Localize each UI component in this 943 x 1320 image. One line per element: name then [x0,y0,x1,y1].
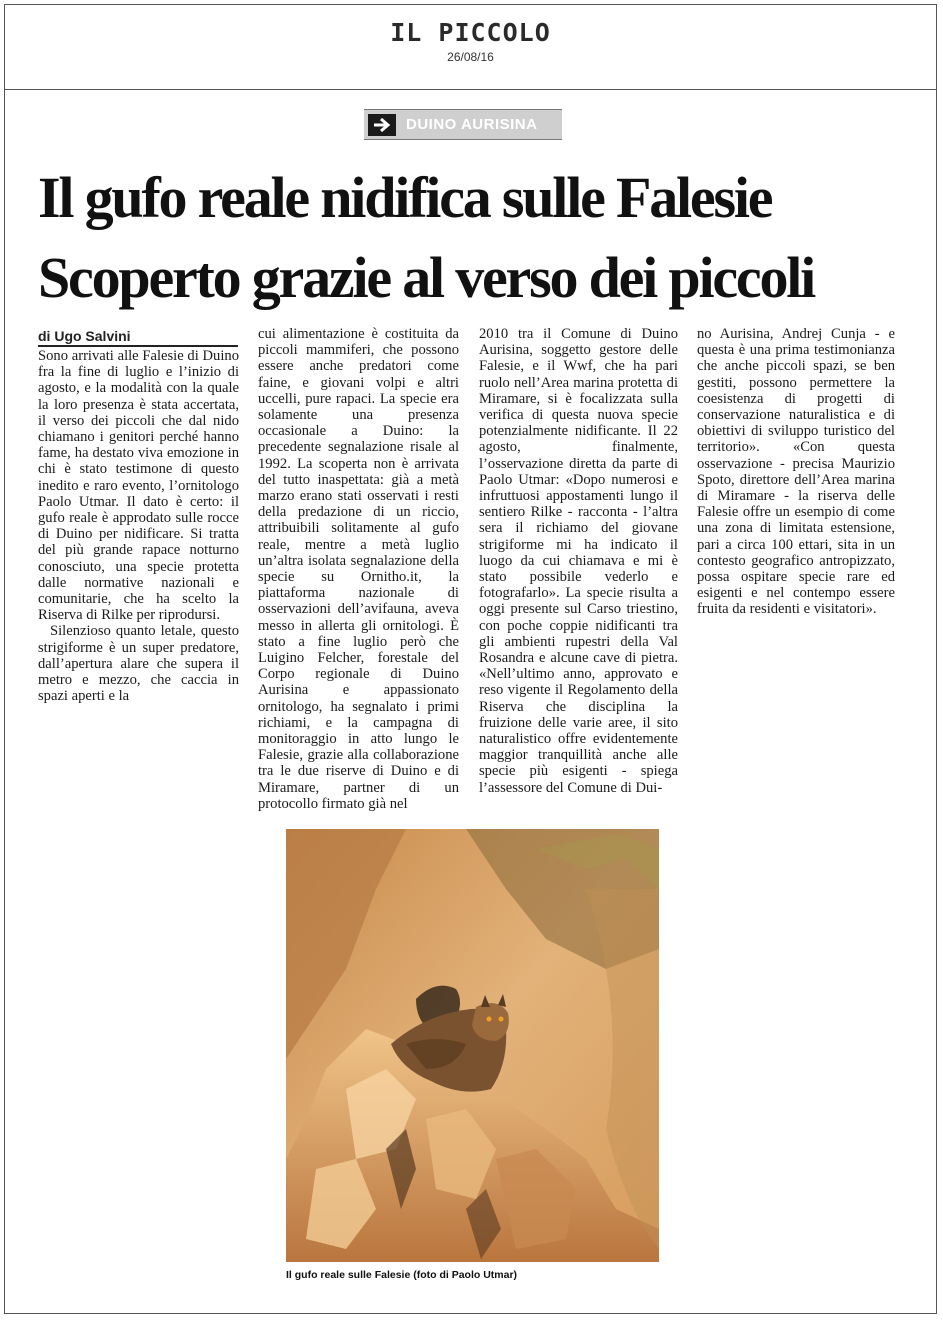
paragraph: Sono arrivati alle Falesie di Duino fra la fine di luglio e l’inizio di agosto, e la modalità con la quale la loro presenza è stata accertata, il verso dei piccoli che dal nido chiamano i genitori perché hanno fame, ha destato viva emozione in chi è stato testimone di questo inedito e raro evento, l’ornitologo Paolo Utmar. Il dato è certo: il gufo reale è approdato sulle rocce di Duino per nidificare. Si tratta del più grande rapace notturno conosciuto, una specie protetta dalle normative nazionali e comunitarie, che ha scelto la Riserva di Rilke per riprodursi. [38,348,239,624]
article-column-1 [38,348,239,704]
publication-date: 26/08/16 [447,50,494,64]
headline-main: Il gufo reale nidifica sulle Falesie [38,165,772,230]
owl-photo [286,829,659,1262]
article-column-4 [697,326,895,618]
paragraph: no Aurisina, Andrej Cunja - e questa è una prima testimonianza che anche piccoli spazi, se ben gestiti, possono permettere la coesistenza di progetti di conservazione naturalistica e di obiettivi di sviluppo turistico del territorio». «Con questa osservazione - precisa Maurizio Spoto, direttore dell’Area marina di Miramare - la riserva delle Falesie offre un esempio di come una zona di limitata estensione, pari a circa 100 ettari, sita in un contesto geografico antropizzato, possa ospitare specie rare ed esigenti e nel contempo essere fruita da residenti e visitatori». [697,326,895,618]
masthead-header [4,4,937,90]
section-kicker [364,109,562,140]
arrow-right-icon [368,114,396,136]
paragraph: cui alimentazione è costituita da piccoli mammiferi, che possono essere anche predatori come faine, e giovani volpi e altri uccelli, pure rapaci. La specie era solamente una presenza occasionale a Duino: la precedente segnalazione risale al 1992. La scoperta non è arrivata del tutto inaspettata: già a metà marzo erano stati osservati i resti della predazione di un riccio, attribuibili solitamente al gufo reale, mentre a metà luglio un’altra isolata segnalazione della specie su Ornitho.it, la piattaforma nazionale di osservazioni dell’avifauna, aveva messo in allerta gli ornitologi. È stato a fine luglio però che Luigino Felcher, forestale del Corpo regionale di Duino Aurisina e appassionato ornitologo, ha segnalato i primi richiami, e la campagna di monitoraggio in atto lungo le Falesie, grazie alla collaborazione tra le due riserve di Duino e di Miramare, partner di un protocollo firmato già nel [258,326,459,812]
photo-caption: Il gufo reale sulle Falesie (foto di Paolo Utmar) [286,1269,518,1281]
byline: di Ugo Salvini [38,328,238,347]
masthead-title: IL PICCOLO [390,18,551,47]
section-label: DUINO AURISINA [406,116,538,133]
paragraph: 2010 tra il Comune di Duino Aurisina, soggetto gestore delle Falesie, e il Wwf, che ha pari ruolo nell’Area marina protetta di Miramare, si è focalizzata sulla verifica di questa nuova specie potenzialmente nidificante. Il 22 agosto, finalmente, l’osservazione diretta da parte di Paolo Utmar: «Dopo numerosi e infruttuosi appostamenti lungo il sentiero Rilke - racconta - l’altra sera il richiamo del giovane strigiforme mi ha indicato il luogo da cui chiamava e mi è stato possibile vederlo e fotografarlo». La specie risulta a oggi presente sul Carso triestino, con poche coppie nidificanti tra gli ambienti rupestri della Val Rosandra e alcune cave di pietra. «Nell’ultimo anno, approvato e reso vigente il Regolamento della Riserva che disciplina la fruizione delle varie aree, il sito naturalistico offre evidentemente maggior tranquillità anche alle specie più esigenti - spiega l’assessore del Comune di Dui- [479,326,678,796]
article-column-2 [258,326,459,812]
paragraph: Silenzioso quanto letale, questo strigiforme è un super predatore, dall’apertura alare che supera il metro e mezzo, che caccia in spazi aperti e la [38,623,239,705]
headline-secondary: Scoperto grazie al verso dei piccoli [38,245,815,310]
article-column-3 [479,326,678,796]
